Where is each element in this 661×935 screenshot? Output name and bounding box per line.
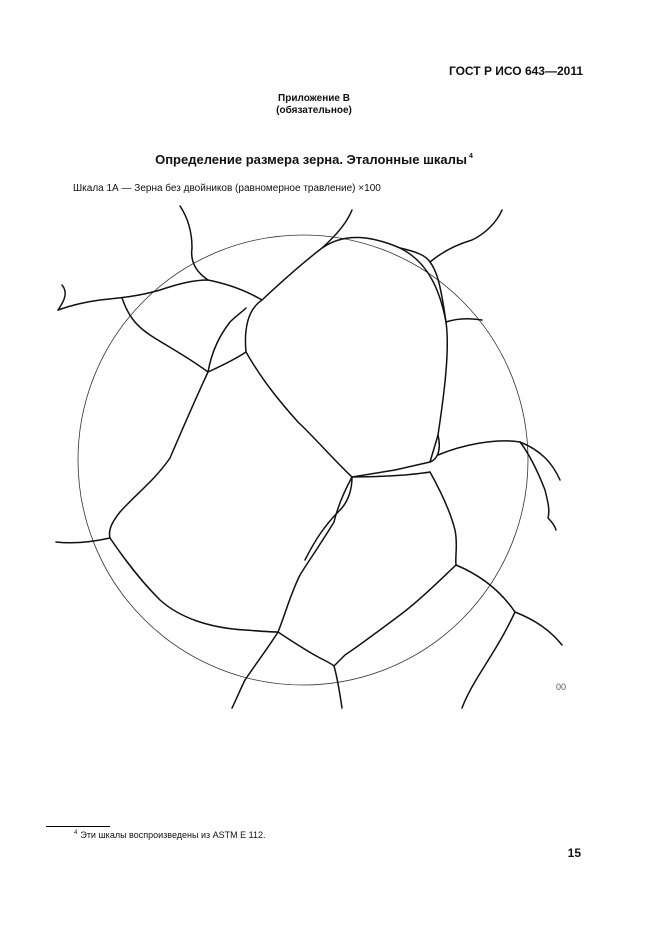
footnote-ref: 4	[469, 153, 473, 160]
standard-code: ГОСТ Р ИСО 643—2011	[448, 64, 583, 78]
figure-marker: 00	[556, 682, 567, 692]
appendix-status: (обязательное)	[276, 105, 352, 116]
page-number: 15	[567, 846, 581, 860]
figure-caption: Шкала 1А — Зерна без двойников (равномерное травление) ×100	[73, 183, 381, 194]
footnote-number: 4	[74, 830, 78, 836]
grain-boundaries	[56, 206, 562, 708]
footnote-text: Эти шкалы воспроизведены из ASTM Е 112.	[80, 830, 266, 840]
field-of-view-circle	[78, 235, 528, 685]
footnote-divider	[46, 826, 110, 827]
section-title-text: Определение размера зерна. Эталонные шкалы	[155, 152, 468, 167]
appendix-title: Приложение В	[278, 93, 350, 104]
footnote	[74, 830, 265, 840]
